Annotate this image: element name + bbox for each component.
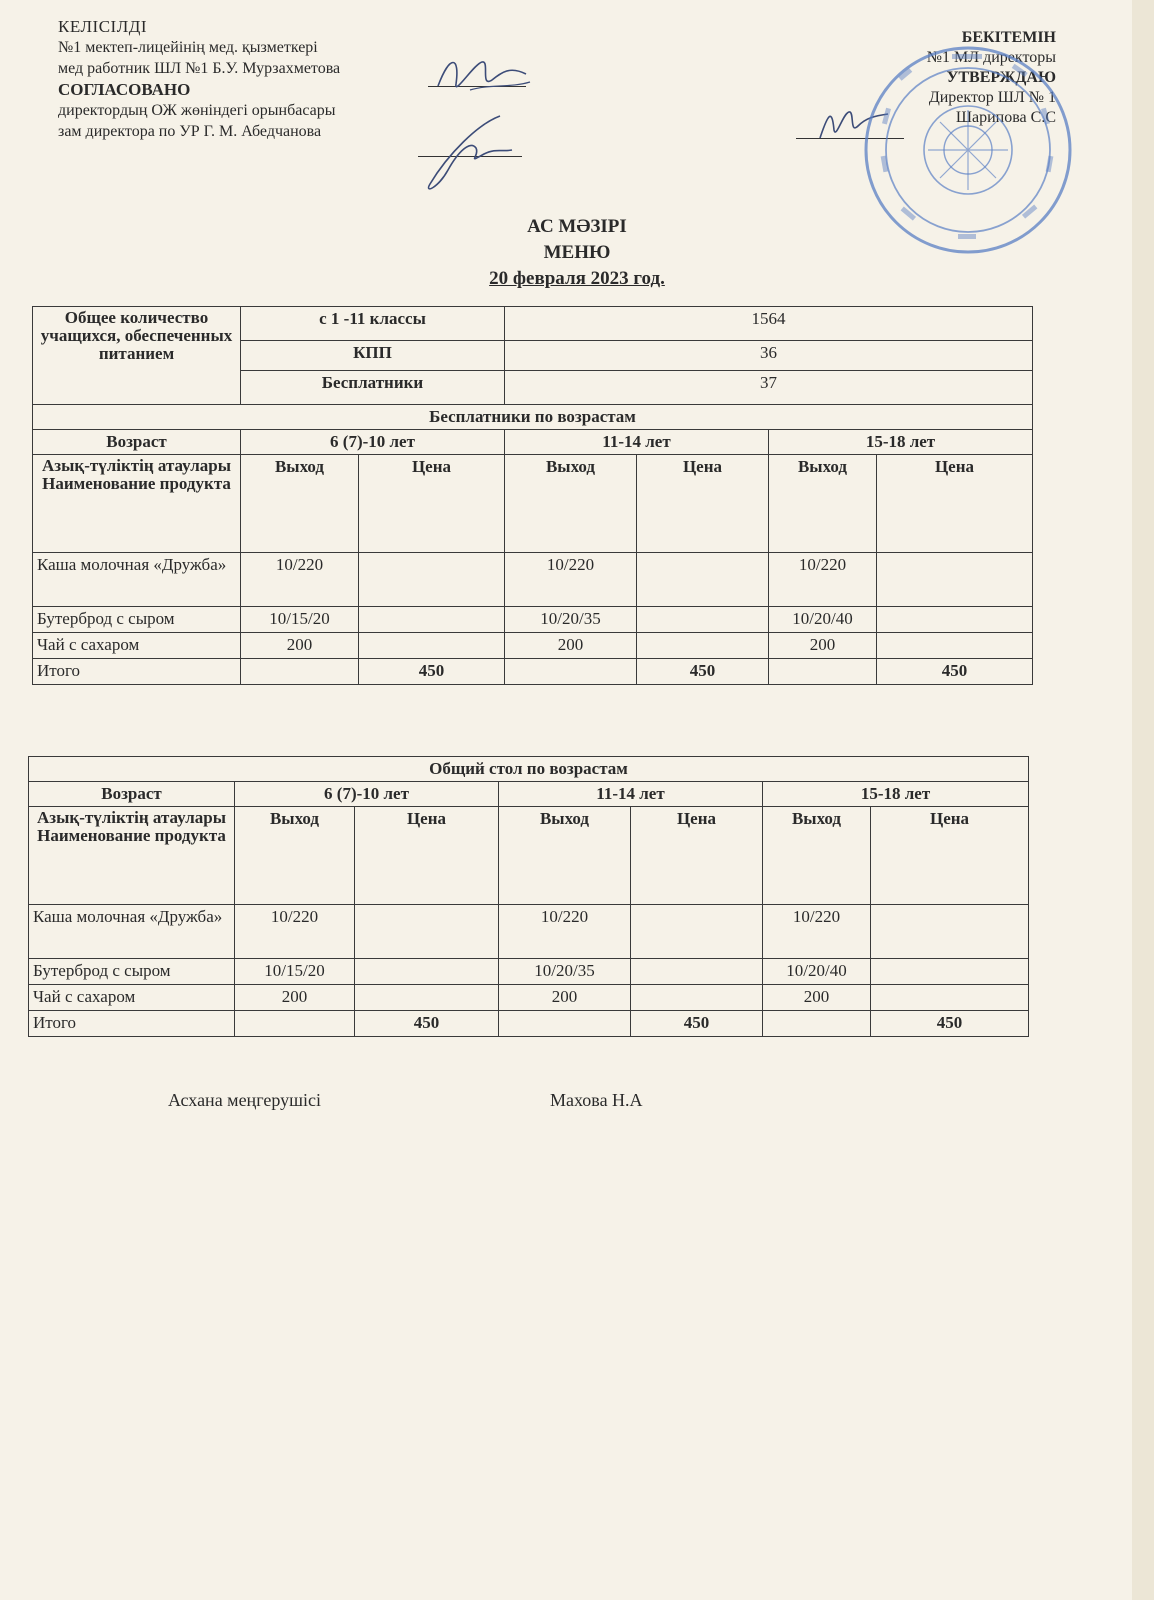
total-value: 450 — [877, 659, 1033, 685]
product-label: Азық-түліктің атаулары Наименование продукта — [33, 455, 241, 553]
table-title: Бесплатники по возрастам — [33, 405, 1033, 430]
output-label: Выход — [763, 807, 871, 905]
price-value — [359, 553, 505, 607]
age-group: 15-18 лет — [769, 430, 1033, 455]
output-value: 200 — [763, 985, 871, 1011]
table-row — [29, 905, 1029, 959]
price-value — [359, 633, 505, 659]
output-value: 10/20/35 — [499, 959, 631, 985]
output-value: 10/220 — [763, 905, 871, 959]
price-value — [631, 985, 763, 1011]
table-title-row — [33, 405, 1033, 430]
product-name: Бутерброд с сыром — [33, 607, 241, 633]
column-header-row — [33, 455, 1033, 553]
price-value — [355, 985, 499, 1011]
footer-position: Асхана меңгерушісі — [168, 1090, 321, 1110]
summary-name: КПП — [241, 341, 505, 371]
general-table — [28, 756, 1029, 1037]
table-row — [33, 607, 1033, 633]
age-group: 11-14 лет — [499, 782, 763, 807]
price-value — [359, 607, 505, 633]
output-value: 10/20/40 — [763, 959, 871, 985]
output-value: 200 — [499, 985, 631, 1011]
footer-name: Махова Н.А — [550, 1090, 643, 1110]
price-value — [355, 959, 499, 985]
product-name: Бутерброд с сыром — [29, 959, 235, 985]
output-value: 200 — [505, 633, 637, 659]
price-value — [637, 607, 769, 633]
price-label: Цена — [871, 807, 1029, 905]
output-value: 10/15/20 — [235, 959, 355, 985]
agreed-kz: КЕЛІСІЛДІ — [58, 17, 147, 36]
product-name: Каша молочная «Дружба» — [29, 905, 235, 959]
price-value — [877, 553, 1033, 607]
output-value: 10/20/35 — [505, 607, 637, 633]
age-group: 11-14 лет — [505, 430, 769, 455]
total-value: 450 — [355, 1011, 499, 1037]
table-title-row — [29, 757, 1029, 782]
price-value — [871, 985, 1029, 1011]
menu-date: 20 февраля 2023 год. — [489, 268, 665, 289]
agreement-block — [58, 16, 438, 142]
approve-ru: УТВЕРЖДАЮ — [946, 69, 1056, 86]
output-label: Выход — [505, 455, 637, 553]
age-label: Возраст — [33, 430, 241, 455]
output-label: Выход — [241, 455, 359, 553]
price-value — [631, 959, 763, 985]
column-header-row — [29, 807, 1029, 905]
signature-med — [430, 44, 540, 104]
output-value: 10/220 — [241, 553, 359, 607]
total-value — [505, 659, 637, 685]
total-value — [769, 659, 877, 685]
price-label: Цена — [637, 455, 769, 553]
total-value: 450 — [631, 1011, 763, 1037]
summary-row — [33, 307, 1033, 341]
table-title: Общий стол по возрастам — [29, 757, 1029, 782]
price-label: Цена — [877, 455, 1033, 553]
table-row — [29, 985, 1029, 1011]
price-value — [871, 905, 1029, 959]
age-group: 15-18 лет — [763, 782, 1029, 807]
total-value — [763, 1011, 871, 1037]
summary-value: 1564 — [505, 307, 1033, 341]
total-value: 450 — [359, 659, 505, 685]
output-value: 10/220 — [769, 553, 877, 607]
age-group: 6 (7)-10 лет — [235, 782, 499, 807]
signature-deputy — [418, 104, 518, 196]
output-value: 10/20/40 — [769, 607, 877, 633]
total-value — [241, 659, 359, 685]
med-worker-ru: мед работник ШЛ №1 Б.У. Мурзахметова — [58, 60, 341, 77]
summary-label: Общее количество учащихся, обеспеченных питанием — [33, 307, 241, 405]
output-label: Выход — [769, 455, 877, 553]
agreed-ru: СОГЛАСОВАНО — [58, 80, 191, 99]
total-value — [499, 1011, 631, 1037]
price-label: Цена — [359, 455, 505, 553]
med-worker-kz: №1 мектеп-лицейінің мед. қызметкері — [58, 39, 318, 56]
director-ru: Директор ШЛ № 1 — [928, 89, 1056, 106]
table-row — [33, 553, 1033, 607]
output-value: 10/220 — [505, 553, 637, 607]
deputy-ru: зам директора по УР Г. М. Абедчанова — [58, 123, 322, 140]
summary-value: 37 — [505, 371, 1033, 405]
summary-value: 36 — [505, 341, 1033, 371]
summary-name: с 1 -11 классы — [241, 307, 505, 341]
age-label: Возраст — [29, 782, 235, 807]
total-value: 450 — [871, 1011, 1029, 1037]
age-group: 6 (7)-10 лет — [241, 430, 505, 455]
price-value — [637, 633, 769, 659]
product-name: Чай с сахаром — [33, 633, 241, 659]
approve-kz: БЕКІТЕМІН — [961, 29, 1056, 46]
total-label: Итого — [29, 1011, 235, 1037]
age-row — [29, 782, 1029, 807]
price-value — [877, 607, 1033, 633]
price-label: Цена — [631, 807, 763, 905]
output-value: 200 — [235, 985, 355, 1011]
price-value — [877, 633, 1033, 659]
total-row — [29, 1011, 1029, 1037]
output-label: Выход — [235, 807, 355, 905]
menu-title-ru: МЕНЮ — [543, 242, 611, 263]
director-kz: №1 МЛ директоры — [926, 49, 1056, 66]
price-label: Цена — [355, 807, 499, 905]
total-label: Итого — [33, 659, 241, 685]
price-value — [637, 553, 769, 607]
deputy-kz: директордың ОЖ жөніндегі орынбасары — [58, 102, 336, 119]
free-meals-table — [32, 306, 1033, 685]
total-row — [33, 659, 1033, 685]
total-value: 450 — [637, 659, 769, 685]
price-value — [355, 905, 499, 959]
output-value: 10/15/20 — [241, 607, 359, 633]
price-value — [631, 905, 763, 959]
price-value — [871, 959, 1029, 985]
product-name: Каша молочная «Дружба» — [33, 553, 241, 607]
product-label: Азық-түліктің атаулары Наименование продукта — [29, 807, 235, 905]
total-value — [235, 1011, 355, 1037]
summary-name: Бесплатники — [241, 371, 505, 405]
menu-title-kz: АС МӘЗІРІ — [527, 216, 627, 237]
director-name: Шарипова С.С — [955, 109, 1056, 126]
table-row — [29, 959, 1029, 985]
output-value: 10/220 — [235, 905, 355, 959]
page-edge — [1132, 0, 1154, 1600]
product-name: Чай с сахаром — [29, 985, 235, 1011]
output-value: 200 — [769, 633, 877, 659]
table-row — [33, 633, 1033, 659]
output-value: 200 — [241, 633, 359, 659]
output-value: 10/220 — [499, 905, 631, 959]
output-label: Выход — [499, 807, 631, 905]
age-row — [33, 430, 1033, 455]
